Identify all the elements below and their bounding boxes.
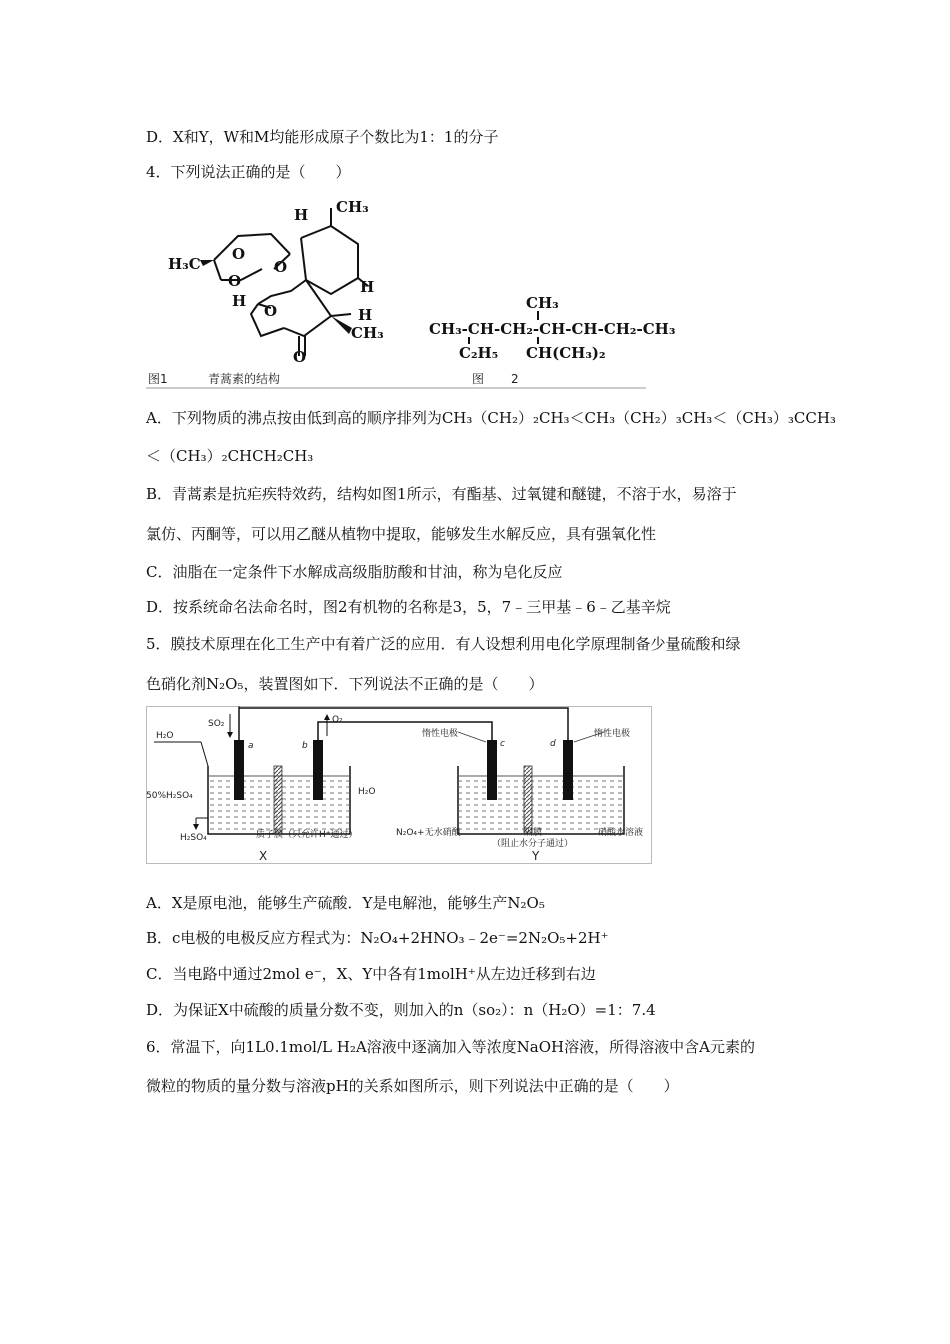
figure-caption: 2 xyxy=(511,372,519,386)
methyl-label: CH₃ xyxy=(336,198,369,216)
membrane-label: 隔膜 xyxy=(524,828,543,838)
outlet-label: H₂SO₄ xyxy=(180,833,207,843)
membrane-label: （阻止水分子通过） xyxy=(492,839,574,849)
solution-label: 50%H₂SO₄ xyxy=(146,791,193,801)
figure-caption: 图1 xyxy=(148,372,168,386)
h-atom: H xyxy=(294,206,309,224)
inlet-label: O₂ xyxy=(332,715,343,725)
solution-label: H₂O xyxy=(358,787,376,797)
oxygen-atom: O xyxy=(293,348,307,366)
solution-label: N₂O₄+无水硝酸 xyxy=(396,828,461,838)
methyl-label: H₃C xyxy=(168,255,201,273)
option-4a-cont: ＜（CH₃）₂CHCH₂CH₃ xyxy=(146,447,314,465)
electrode-label: a xyxy=(248,741,254,751)
oxygen-atom: O xyxy=(228,272,242,290)
isopropyl-label: CH(CH₃)₂ xyxy=(526,344,606,362)
option-4c: C．油脂在一定条件下水解成高级脂肪酸和甘油，称为皂化反应 xyxy=(146,563,563,581)
electrode-label: d xyxy=(550,739,556,749)
electrode-label: c xyxy=(500,739,505,749)
option-4b: B．青蒿素是抗疟疾特效药，结构如图1所示，有酯基、过氧键和醚键，不溶于水，易溶于 xyxy=(146,485,737,503)
option-5a: A．X是原电池，能够生产硫酸．Y是电解池，能够生产N₂O₅ xyxy=(146,894,545,912)
methyl-label: CH₃ xyxy=(351,324,384,342)
cell-label: Y xyxy=(532,849,540,863)
cell-label: X xyxy=(259,849,268,863)
ethyl-label: C₂H₅ xyxy=(459,344,499,362)
h-atom: H xyxy=(232,292,247,310)
methyl-label: CH₃ xyxy=(526,294,559,312)
oxygen-atom: O xyxy=(232,245,246,263)
membrane-label: 质子膜（只允许H⁺通过） xyxy=(256,830,358,840)
oxygen-atom: O xyxy=(274,258,288,276)
h-atom: H xyxy=(358,306,373,324)
solution-label: 硝酸水溶液 xyxy=(598,828,644,838)
option-3d: D．X和Y，W和M均能形成原子个数比为1：1的分子 xyxy=(146,128,499,146)
option-4a: A．下列物质的沸点按由低到高的顺序排列为CH₃（CH₂）₂CH₃＜CH₃（CH₂）₃CH₃＜（CH₃）₃CCH₃ xyxy=(146,409,836,427)
inlet-label: H₂O xyxy=(156,731,174,741)
oxygen-atom: O xyxy=(264,302,278,320)
electrode-label: 惰性电极 xyxy=(422,729,459,739)
question-6-cont: 微粒的物质的量分数与溶液pH的关系如图所示，则下列说法中正确的是（ ） xyxy=(146,1077,679,1095)
apparatus-figure xyxy=(146,706,652,864)
question-5-cont: 色硝化剂N₂O₅，装置图如下．下列说法不正确的是（ ） xyxy=(146,675,544,693)
option-4d: D．按系统命名法命名时，图2有机物的名称是3，5，7﹣三甲基﹣6﹣乙基辛烷 xyxy=(146,598,671,616)
electrode-label: 惰性电极 xyxy=(594,729,631,739)
option-5d: D．为保证X中硫酸的质量分数不变，则加入的n（so₂）：n（H₂O）=1：7.4 xyxy=(146,1001,656,1019)
question-5: 5．膜技术原理在化工生产中有着广泛的应用．有人设想利用电化学原理制备少量硫酸和绿 xyxy=(146,635,741,653)
question-4: 4．下列说法正确的是（ ） xyxy=(146,163,351,181)
inlet-label: SO₂ xyxy=(208,719,225,729)
question-6: 6．常温下，向1L0.1mol/L H₂A溶液中逐滴加入等浓度NaOH溶液，所得溶液中含A元素的 xyxy=(146,1038,755,1056)
electrode-label: b xyxy=(302,741,308,751)
figure-caption: 图 xyxy=(472,372,485,386)
h-atom: H xyxy=(360,278,375,296)
main-chain: CH₃-CH-CH₂-CH-CH-CH₂-CH₃ xyxy=(429,320,676,338)
structure-figure xyxy=(146,196,676,390)
option-5b: B．c电极的电极反应方程式为：N₂O₄+2HNO₃﹣2e⁻=2N₂O₅+2H⁺ xyxy=(146,929,609,947)
option-5c: C．当电路中通过2mol e⁻，X、Y中各有1molH⁺从左边迁移到右边 xyxy=(146,965,596,983)
figure-caption: 青蒿素的结构 xyxy=(208,372,281,386)
option-4b-cont: 氯仿、丙酮等，可以用乙醚从植物中提取，能够发生水解反应，具有强氧化性 xyxy=(146,525,657,543)
